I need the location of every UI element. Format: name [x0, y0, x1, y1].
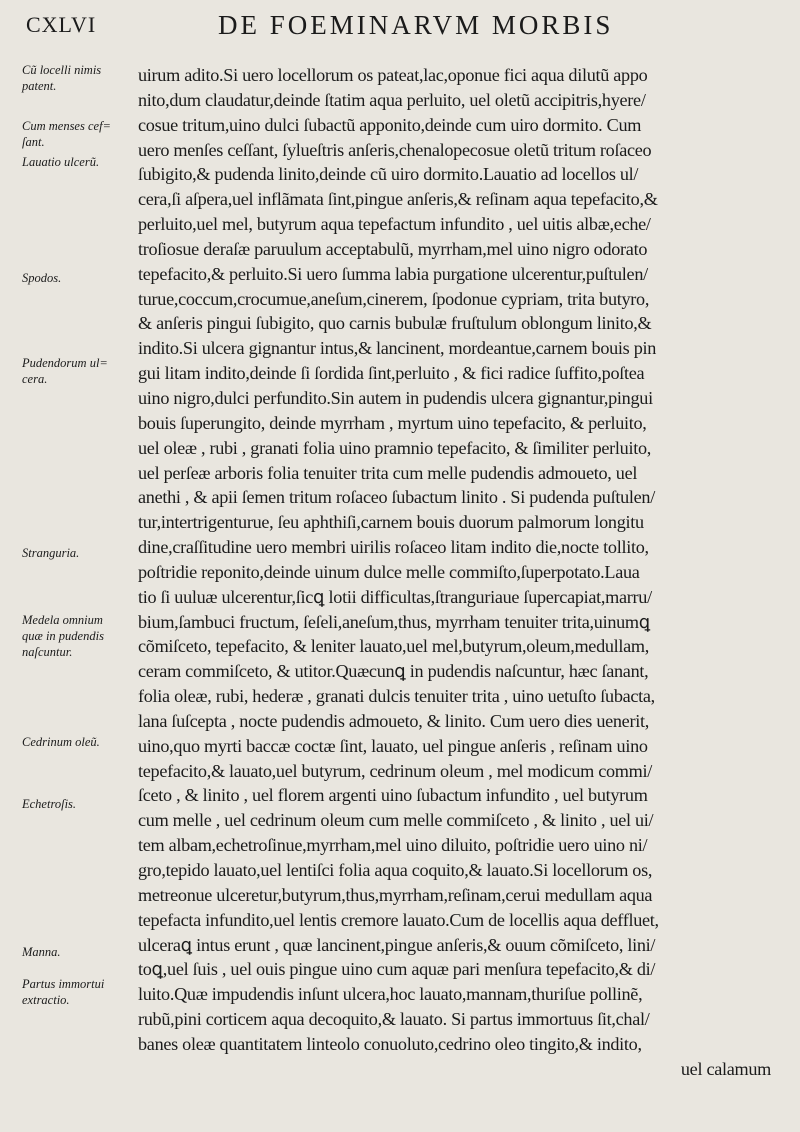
text-line: tio ſi uuluæ ulcerentur,ſicꝗ lotii difficultas,ſtranguriaue ſupercapiat,marru/: [138, 586, 652, 607]
margin-note-line: Cedrinum oleũ.: [22, 735, 100, 749]
margin-note: [22, 270, 134, 286]
text-line: metreonue ulceretur,butyrum,thus,myrrham,reſinam,cerui medullam aqua: [138, 884, 653, 905]
margin-note: [22, 734, 134, 750]
text-line: tepefacito,& perluito.Si uero ſumma labia purgatione ulcerentur,puſtulen/: [138, 263, 648, 284]
text-line: ſceto , & linito , uel florem argenti uino ſubactum infundito , uel butyrum: [138, 785, 648, 806]
page-header: [0, 0, 800, 50]
text-line: indito.Si ulcera gignantur intus,& lancinent, mordeantue,carnem bouis pin: [138, 338, 657, 359]
margin-note: [22, 62, 134, 94]
margin-note: [22, 355, 134, 387]
text-line: toꝗ,uel ſuis , uel ouis pingue uino cum aquæ pari menſura tepefacito,& di/: [138, 959, 656, 980]
text-line: uino,quo myrti baccæ coctæ ſint, lauato, uel pingue anſeris , reſinam uino: [138, 735, 648, 756]
margin-note-line: Spodos.: [22, 271, 62, 285]
margin-note-line: Manna.: [22, 945, 61, 959]
text-line: rubũ,pini corticem aqua decoquito,& lauato. Si partus immortuus ſit,chal/: [138, 1009, 650, 1030]
text-line: cum melle , uel cedrinum oleum cum melle commiſceto , & linito , uel ui/: [138, 810, 654, 831]
text-line: cosue tritum,uino dulci ſubactũ apponito,deinde cum uiro dormito. Cum: [138, 114, 642, 135]
margin-note-line: Pudendorum ul=: [22, 356, 108, 370]
margin-note-line: Cum menses cef=: [22, 119, 111, 133]
text-line: perluito,uel mel, butyrum aqua tepefactum infundito , uel uitis albæ,eche/: [138, 214, 651, 235]
text-line: cera,ſi aſpera,uel inflãmata ſint,pingue anſeris,& reſinam aqua tepefacito,&: [138, 189, 658, 210]
text-line: gro,tepido lauato,uel lentiſci folia aqua coquito,& lauato.Si locellorum os,: [138, 860, 653, 880]
margin-note-line: Cũ locelli nimis: [22, 63, 102, 77]
text-line: cõmiſceto, tepefacito, & leniter lauato,uel mel,butyrum,oleum,medullam,: [138, 636, 650, 657]
text-line: tur,intertrigenturue, ſeu aphthiſi,carnem bouis duorum palmorum longitu: [138, 512, 644, 533]
folio-number: CXLVI: [26, 12, 97, 37]
text-line: anethi , & apii ſemen tritum roſaceo ſubactum linito . Si pudenda puſtulen/: [138, 487, 655, 508]
text-line: uel oleæ , rubi , granati folia uino pramnio tepefacito, & ſimiliter perluito,: [138, 437, 651, 458]
margin-note-line: cera.: [22, 372, 48, 386]
margin-note-line: ſant.: [22, 135, 45, 149]
margin-note: [22, 976, 134, 1008]
margin-note: [22, 796, 134, 812]
margin-note: [22, 944, 134, 960]
text-line: turue,coccum,crocumue,aneſum,cinerem, ſpodonue cypriam, trita butyro,: [138, 288, 650, 309]
margin-note: [22, 118, 134, 150]
margin-note-line: Stranguria.: [22, 546, 80, 560]
text-line: lana ſuſcepta , nocte pudendis admoueto, & linito. Cum uero dies uenerit,: [138, 710, 649, 731]
text-line: tepefacta infundito,uel lentis cremore lauato.Cum de locellis aqua deffluet,: [138, 909, 659, 930]
text-line: luito.Quæ impudendis inſunt ulcera,hoc lauato,mannam,thuriſue pollinẽ,: [138, 984, 643, 1005]
margin-note: [22, 612, 134, 660]
margin-note: [22, 545, 134, 561]
text-line: poſtridie reponito,deinde uinum dulce melle commiſto,ſuperpotato.Laua: [138, 561, 640, 582]
margin-note-line: Partus immortui: [22, 977, 105, 991]
text-line: uirum adito.Si uero locellorum os pateat,lac,oponue fici aqua dilutũ appo: [138, 65, 648, 85]
margin-note-line: extractio.: [22, 993, 70, 1007]
margin-note-line: Echetroſis.: [22, 797, 77, 811]
text-line: gui litam indito,deinde ſi ſordida ſint,perluito , & fici radice ſuffito,poſtea: [138, 363, 645, 384]
text-line: folia oleæ, rubi, hederæ , granati dulcis tenuiter trita , uino uetuſto ſubacta,: [138, 686, 655, 707]
text-line: dine,craſſitudine uero membri uirilis roſaceo litam indito die,nocte tollito,: [138, 537, 649, 558]
text-line: & anſeris pingui ſubigito, quo carnis bubulæ fruſtulum oblongum linito,&: [138, 313, 652, 334]
margin-note-line: patent.: [22, 79, 57, 93]
margin-note-line: Medela omnium: [22, 613, 103, 627]
text-line: uino nigro,dulci perfundito.Sin autem in pudendis ulcera gignantur,pingui: [138, 387, 653, 408]
text-line: ulceraꝗ intus erunt , quæ lancinent,pingue anſeris,& ouum cõmiſceto, lini/: [138, 934, 656, 955]
margin-note-line: Lauatio ulcerũ.: [22, 155, 100, 169]
body-text: [138, 63, 783, 1082]
text-line: uel calamum: [680, 1058, 771, 1079]
text-line: tem albam,echetroſinue,myrrham,mel uino diluito, poſtridie uero uino ni/: [138, 835, 648, 856]
text-line: bouis ſuperungito, deinde myrrham , myrtum uino tepefacito, & perluito,: [138, 412, 647, 433]
text-line: banes oleæ quantitatem linteolo conuoluto,cedrino oleo tingito,& indito,: [138, 1033, 642, 1054]
text-line: bium,ſambuci fructum, ſeſeli,aneſum,thus, myrrham tenuiter trita,uinumꝗ: [138, 611, 650, 632]
margin-note-line: quæ in pudendis: [22, 629, 104, 643]
running-title: DE FOEMINARVM MORBIS: [218, 10, 614, 40]
text-line: uero menſes ceſſant, ſylueſtris anſeris,chenalopecosue oletũ tritum roſaceo: [138, 139, 652, 160]
text-line: troſiosue deraſæ paruulum acceptabulũ, myrrham,mel uino nigro odorato: [138, 238, 648, 259]
margin-note: [22, 154, 134, 170]
text-line: tepefacito,& lauato,uel butyrum, cedrinum oleum , mel modicum commi/: [138, 760, 652, 781]
text-line: uel perſeæ arboris folia tenuiter trita cum melle pudendis admoueto, uel: [138, 462, 638, 483]
text-line: ceram commiſceto, & utitor.Quæcunꝗ in pudendis naſcuntur, hæc ſanant,: [138, 661, 649, 682]
margin-note-line: naſcuntur.: [22, 645, 73, 659]
text-line: ſubigito,& pudenda linito,deinde cũ uiro dormito.Lauatio ad locellos ul/: [138, 164, 639, 185]
text-line: nito,dum claudatur,deinde ſtatim aqua perluito, uel oletũ accipitris,hyere/: [138, 89, 646, 110]
